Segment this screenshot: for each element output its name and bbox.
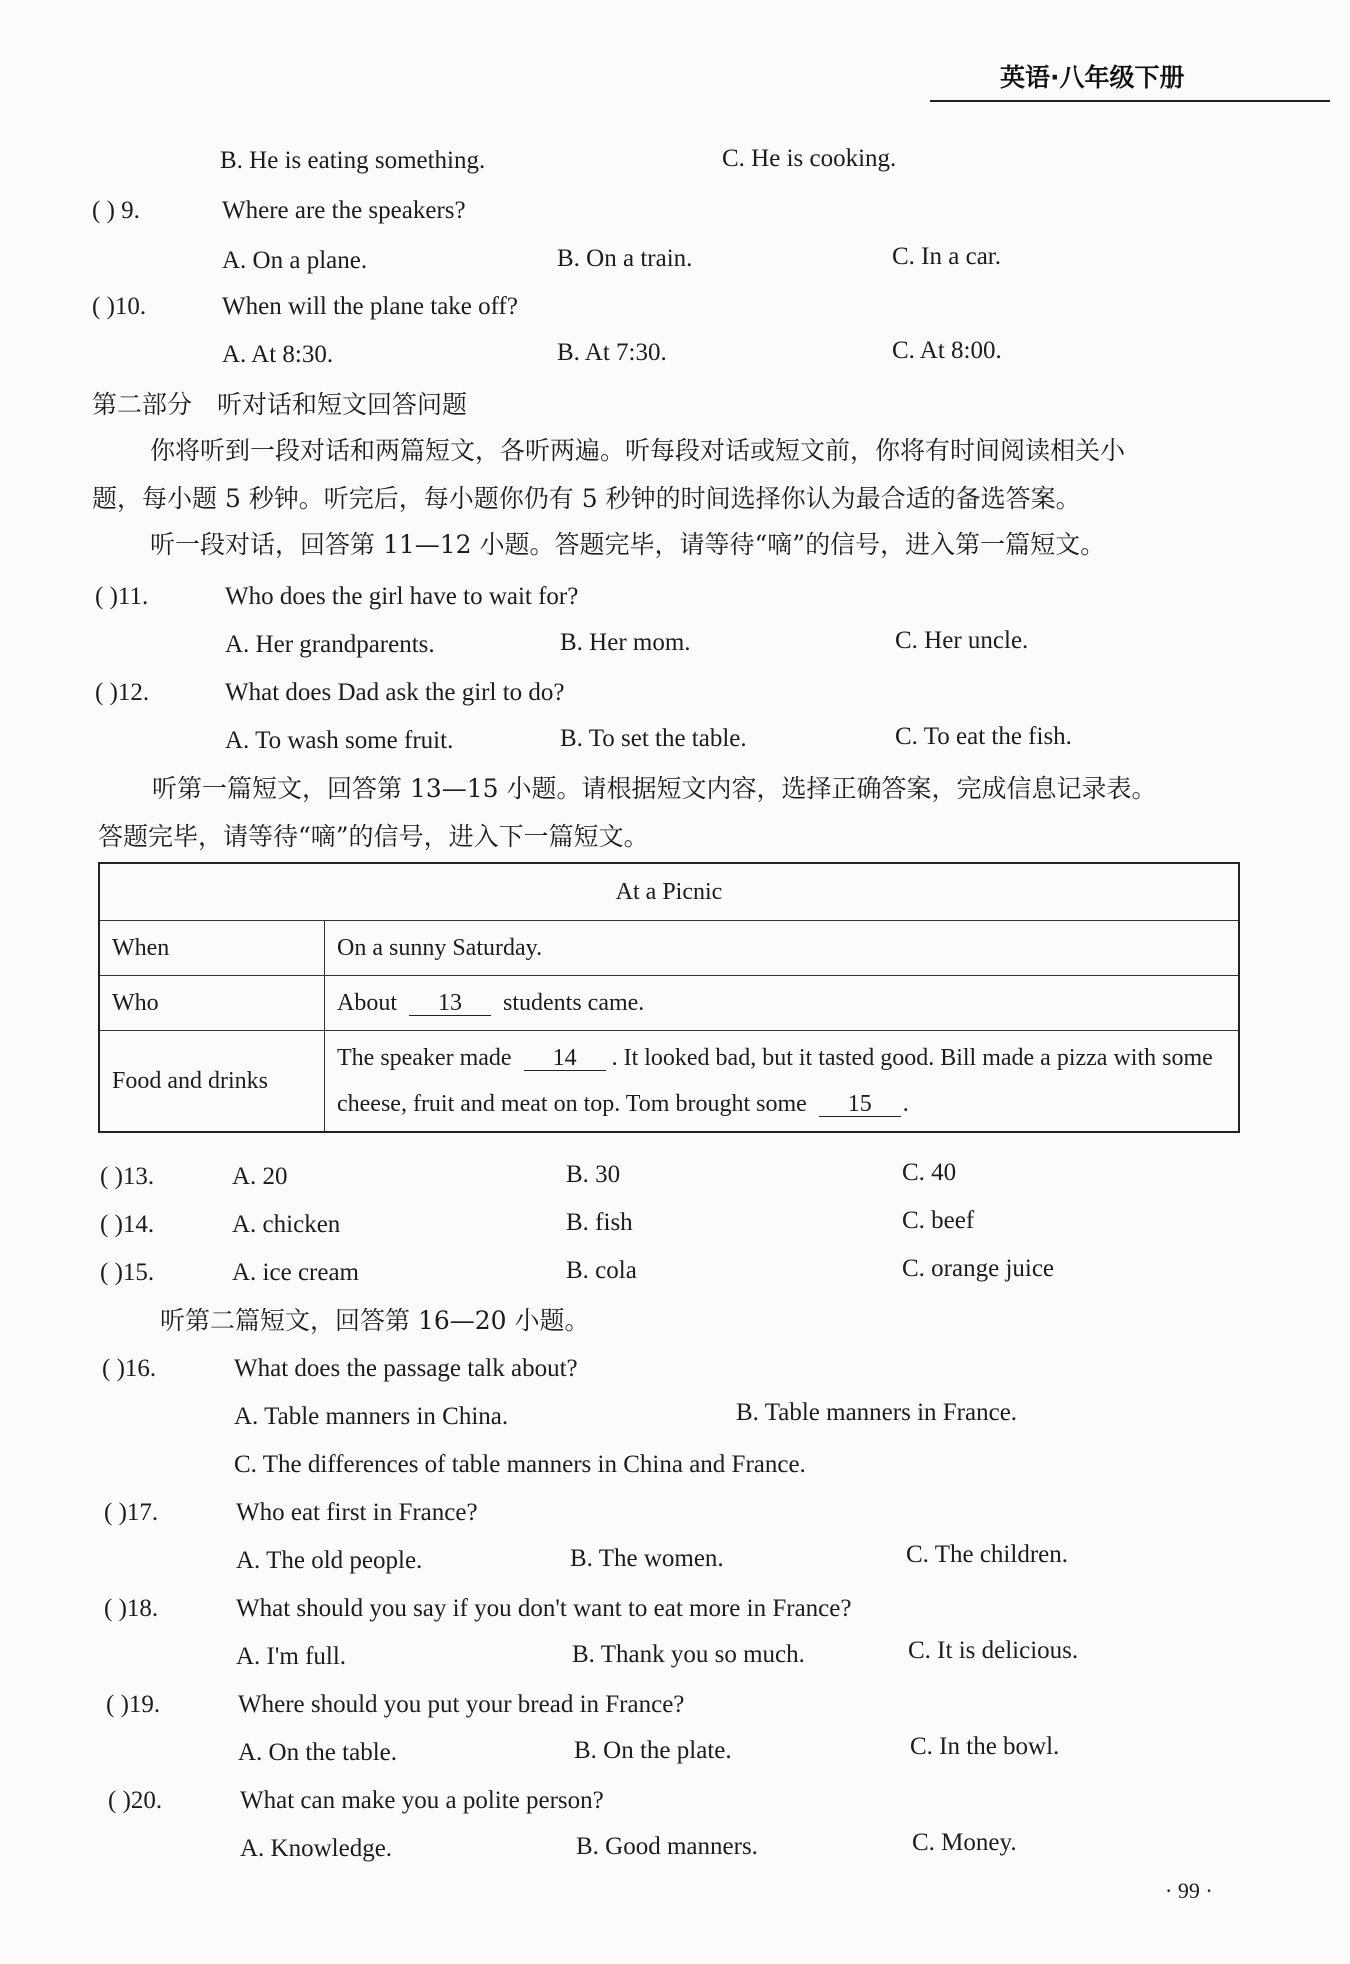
q14-option-b: B. fish xyxy=(566,1209,633,1236)
table-title: At a Picnic xyxy=(99,863,1239,921)
q12-stem: What does Dad ask the girl to do? xyxy=(225,679,565,706)
q18-stem: What should you say if you don't want to eat more in France? xyxy=(236,1595,852,1622)
q12-option-c: C. To eat the fish. xyxy=(895,723,1072,750)
q18-number: ( )18. xyxy=(104,1595,159,1622)
q17-option-b: B. The women. xyxy=(570,1545,724,1572)
picnic-info-table xyxy=(98,862,1240,1133)
q14-number: ( )14. xyxy=(100,1211,155,1238)
q17-number: ( )17. xyxy=(104,1499,159,1526)
part2-intro-line1: 你将听到一段对话和两篇短文，各听两遍。听每段对话或短文前，你将有时间阅读相关小 xyxy=(150,436,1126,465)
q13-option-b: B. 30 xyxy=(566,1161,621,1188)
table-row-when xyxy=(99,921,1239,976)
food-text-after: . xyxy=(902,1091,909,1117)
table-row-who xyxy=(99,976,1239,1031)
q10-stem: When will the plane take off? xyxy=(222,293,518,320)
q20-option-a: A. Knowledge. xyxy=(240,1835,393,1862)
q19-option-a: A. On the table. xyxy=(238,1739,397,1766)
q16-option-a: A. Table manners in China. xyxy=(234,1403,509,1430)
q17-option-a: A. The old people. xyxy=(236,1547,423,1574)
row-label-food: Food and drinks xyxy=(99,1031,325,1133)
q18-option-a: A. I'm full. xyxy=(236,1643,347,1670)
q11-stem: Who does the girl have to wait for? xyxy=(225,583,579,610)
q20-number: ( )20. xyxy=(108,1787,163,1814)
q16-option-c: C. The differences of table manners in China and France. xyxy=(234,1451,806,1478)
q20-stem: What can make you a polite person? xyxy=(240,1787,604,1814)
q11-number: ( )11. xyxy=(95,583,149,610)
q14-option-a: A. chicken xyxy=(232,1211,341,1238)
q10-number: ( )10. xyxy=(92,293,147,320)
q9-number: ( ) 9. xyxy=(92,197,140,224)
dialog-instruction: 听一段对话，回答第 11—12 小题。答题完毕，请等待“嘀”的信号，进入第一篇短文。 xyxy=(150,530,1106,559)
q11-option-a: A. Her grandparents. xyxy=(225,631,435,658)
q15-number: ( )15. xyxy=(100,1259,155,1286)
q15-option-a: A. ice cream xyxy=(232,1259,360,1286)
q13-option-a: A. 20 xyxy=(232,1163,288,1190)
row-value-when: On a sunny Saturday. xyxy=(325,921,1240,976)
q16-option-b: B. Table manners in France. xyxy=(736,1399,1018,1426)
q18-option-c: C. It is delicious. xyxy=(908,1637,1079,1664)
row-value-food xyxy=(325,1031,1240,1133)
food-text-before: The speaker made xyxy=(337,1045,512,1071)
q19-option-c: C. In the bowl. xyxy=(910,1733,1060,1760)
q16-number: ( )16. xyxy=(102,1355,157,1382)
passage1-instruction-line1: 听第一篇短文，回答第 13—15 小题。请根据短文内容，选择正确答案，完成信息记录表。 xyxy=(152,774,1157,803)
q11-option-c: C. Her uncle. xyxy=(895,627,1029,654)
table-row-food xyxy=(99,1031,1239,1133)
q19-number: ( )19. xyxy=(106,1691,161,1718)
q9-option-c: C. In a car. xyxy=(892,243,1001,270)
page-number: · 99 · xyxy=(1165,1878,1213,1903)
q15-option-c: C. orange juice xyxy=(902,1255,1055,1282)
q13-option-c: C. 40 xyxy=(902,1159,957,1186)
part2-heading: 第二部分 听对话和短文回答问题 xyxy=(92,390,468,419)
blank-14: 14 xyxy=(524,1046,606,1071)
passage1-instruction-line2: 答题完毕，请等待“嘀”的信号，进入下一篇短文。 xyxy=(98,822,649,851)
q10-option-c: C. At 8:00. xyxy=(892,337,1002,364)
q17-stem: Who eat first in France? xyxy=(236,1499,478,1526)
q16-stem: What does the passage talk about? xyxy=(234,1355,578,1382)
blank-13: 13 xyxy=(409,991,491,1016)
q9-option-b: B. On a train. xyxy=(557,245,693,272)
who-text-before: About xyxy=(337,989,397,1016)
part2-intro-line2: 题，每小题 5 秒钟。听完后，每小题你仍有 5 秒钟的时间选择你认为最合适的备选答案。 xyxy=(92,484,1081,513)
q20-option-c: C. Money. xyxy=(912,1829,1017,1856)
row-value-who xyxy=(325,976,1240,1031)
q18-option-b: B. Thank you so much. xyxy=(572,1641,805,1668)
who-text-after: students came. xyxy=(503,989,645,1016)
blank-15: 15 xyxy=(819,1092,901,1117)
food-text-middle: . It looked bad, but it tasted good. Bill made a pizza with some cheese, fruit and meat on top. Tom brought some xyxy=(337,1045,1213,1117)
q15-option-b: B. cola xyxy=(566,1257,637,1284)
q12-number: ( )12. xyxy=(95,679,150,706)
q20-option-b: B. Good manners. xyxy=(576,1833,758,1860)
page-header-title: 英语·八年级下册 xyxy=(1000,63,1185,92)
q13-number: ( )13. xyxy=(100,1163,155,1190)
q17-option-c: C. The children. xyxy=(906,1541,1068,1568)
q10-option-b: B. At 7:30. xyxy=(557,339,667,366)
q9-option-a: A. On a plane. xyxy=(222,247,368,274)
row-label-who: Who xyxy=(99,976,325,1031)
q8-option-b: B. He is eating something. xyxy=(220,147,486,174)
q12-option-b: B. To set the table. xyxy=(560,725,747,752)
header-rule xyxy=(930,100,1330,102)
q11-option-b: B. Her mom. xyxy=(560,629,691,656)
passage2-instruction: 听第二篇短文，回答第 16—20 小题。 xyxy=(160,1306,590,1335)
q10-option-a: A. At 8:30. xyxy=(222,341,334,368)
q8-option-c: C. He is cooking. xyxy=(722,145,897,172)
q14-option-c: C. beef xyxy=(902,1207,975,1234)
row-label-when: When xyxy=(99,921,325,976)
q12-option-a: A. To wash some fruit. xyxy=(225,727,454,754)
q9-stem: Where are the speakers? xyxy=(222,197,466,224)
q19-stem: Where should you put your bread in France? xyxy=(238,1691,685,1718)
q19-option-b: B. On the plate. xyxy=(574,1737,732,1764)
